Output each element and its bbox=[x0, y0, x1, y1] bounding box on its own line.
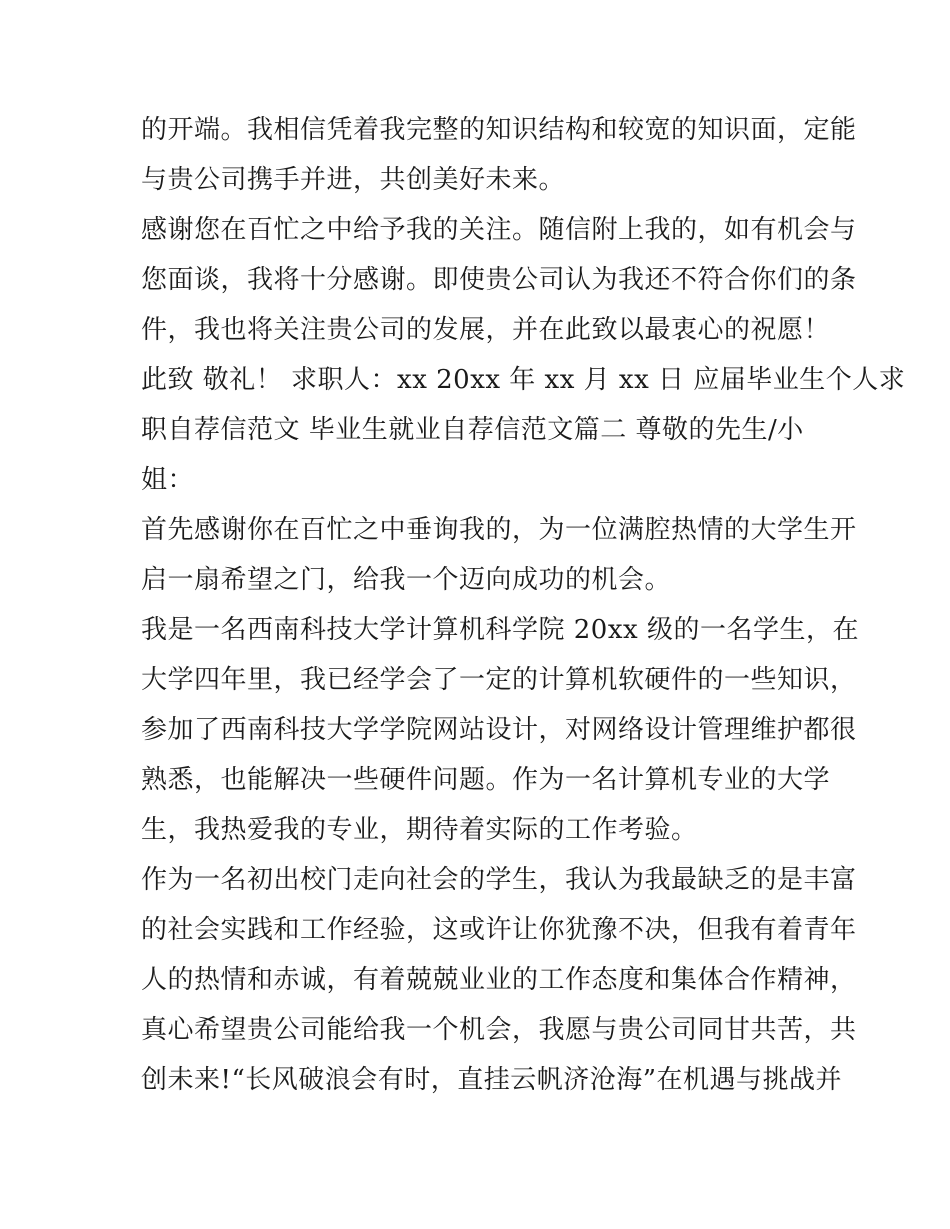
text-line: 姐： bbox=[141, 465, 195, 495]
text-line: 熟悉，也能解决一些硬件问题。作为一名计算机专业的大学 bbox=[141, 765, 831, 795]
text-line: 的开端。我相信凭着我完整的知识结构和较宽的知识面，定能 bbox=[141, 115, 857, 145]
paragraph-salutation bbox=[141, 358, 906, 503]
document-body bbox=[141, 108, 906, 1108]
text-line: 职自荐信范文 毕业生就业自荐信范文篇二 尊敬的先生/小 bbox=[141, 415, 804, 445]
text-line: 作为一名初出校门走向社会的学生，我认为我最缺乏的是丰富 bbox=[141, 865, 857, 895]
text-line: 与贵公司携手并进，共创美好未来。 bbox=[141, 165, 566, 195]
text-line: 启一扇希望之门，给我一个迈向成功的机会。 bbox=[141, 565, 672, 595]
text-line: 真心希望贵公司能给我一个机会，我愿与贵公司同甘共苦，共 bbox=[141, 1015, 857, 1045]
text-line: 感谢您在百忙之中给予我的关注。随信附上我的，如有机会与 bbox=[141, 215, 857, 245]
paragraph-closing-confidence bbox=[141, 108, 857, 203]
text-line: 大学四年里，我已经学会了一定的计算机软硬件的一些知识， bbox=[141, 665, 857, 695]
text-line: 首先感谢你在百忙之中垂询我的，为一位满腔热情的大学生开 bbox=[141, 515, 857, 545]
text-line: 参加了西南科技大学学院网站设计，对网络设计管理维护都很 bbox=[141, 715, 857, 745]
paragraph-motivation bbox=[141, 858, 857, 1103]
text-line: 我是一名西南科技大学计算机科学院 20xx 级的一名学生，在 bbox=[141, 615, 859, 645]
paragraph-introduction bbox=[141, 508, 857, 603]
text-line: 创未来!“长风破浪会有时，直挂云帆济沧海”在机遇与挑战并 bbox=[141, 1065, 843, 1095]
text-line: 人的热情和赤诚，有着兢兢业业的工作态度和集体合作精神， bbox=[141, 965, 857, 995]
paragraph-background bbox=[141, 608, 859, 853]
text-line: 的社会实践和工作经验，这或许让你犹豫不决，但我有着青年 bbox=[141, 915, 857, 945]
text-line: 您面谈，我将十分感谢。即使贵公司认为我还不符合你们的条 bbox=[141, 265, 857, 295]
paragraph-thanks bbox=[141, 208, 857, 353]
text-line: 此致 敬礼！ 求职人：xx 20xx 年 xx 月 xx 日 应届毕业生个人求 bbox=[141, 365, 906, 395]
text-line: 生，我热爱我的专业，期待着实际的工作考验。 bbox=[141, 815, 698, 845]
text-line: 件，我也将关注贵公司的发展，并在此致以最衷心的祝愿！ bbox=[141, 315, 831, 345]
